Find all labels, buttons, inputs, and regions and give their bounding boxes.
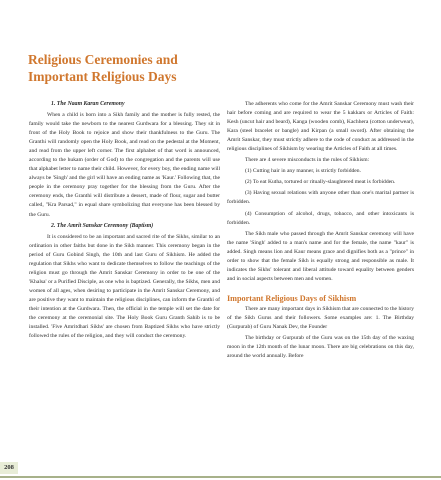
footer-rule — [0, 476, 441, 478]
amrit-sanskar-paragraph: It is considered to be an important and sacred rite of the Sikhs, similar to an ordination in other faiths but done in the Sikh manner. This ceremony began in the period of Guru Gobind Singh, the 10th and last Guru of Sikhism. He added the regulation that Sikhs who want to dedicate themselves to follow the teachings of the religion must go through the Amrit Sanskar Ceremony in order to be one of the 'Khalsa' or a Purified Disciple, as one who is baptized. Generally, the Sikhs, men and women of all ages, when desiring to participate in the Amrit Sanskar Ceremony, and are positive they want to maintain the religious disciplines, can inform the Granthi of their intention at the Gurdwara. Then, the official in the temple will set the date for the ceremony at the ceremonial site. The Holy Book Guru Granth Sahib is to be installed. 'Five Amritdhari Sikhs' are chosen from Baptized Sikhs who have strictly followed the rules of the religion, and they will conduct the ceremony. — [29, 233, 220, 340]
page-number: 208 — [0, 462, 18, 474]
religious-days-paragraph: There are many important days in Sikhism that are connected to the history of the Sikh Gurus and their followers. Some examples are: 1. The Birthday (Gurpurab) of Guru Nanak Dev, the Founder — [227, 305, 414, 330]
amrit-sanskar-heading: 2. The Amrit Sanskar Ceremony (Baptism) — [51, 222, 154, 229]
title-line-1: Religious Ceremonies and — [28, 52, 178, 67]
page-title — [28, 51, 288, 85]
articles-of-faith-paragraph: The adherents who come for the Amrit Sanskar Ceremony must wash their hair before coming and are required to wear the 5 kakkars or Articles of Faith: Kesh (uncut hair and beard), Kanga (wooden comb), Kachhera (cotton underwear), Kara (steel bracelet or bangle) and Kirpan (a small sword). After obtaining the Amrit Sanskar, they must strictly adhere to the code of conduct as addressed in the religious disciplines of Sikhism by wearing the Articles of Faith at all times. — [227, 101, 414, 153]
religious-days-heading: Important Religious Days of Sikhism — [227, 293, 357, 303]
naam-karan-paragraph: When a child is born into a Sikh family and the mother is fully rested, the family would take the newborn to the nearest Gurdwara for a blessing. They sit in front of the Holy Book to rejoice and show their thankfulness to the Guru. The Granthi will randomly open the Holy Book, and read on the pedestal at the Moment, and read from the upper left corner. The first alphabet of that word is announced, according to the hukam (order of God) to the congregation and the parents will use that alphabet letter to name their child. However, for every boy, the ending name will always be 'Singh' and the girl will have an ending name as 'Kaur.' Following that, the people in the ceremony pray together for the blessing from the Guru. After the ceremony ends, the Granthi will distribute a dessert, made of flour, sugar and butter called, "Kra Parsad," in equal share symbolizing that everyone has been blessed by the Guru. — [29, 112, 220, 218]
misconduct-1: (1) Cutting hair in any manner, is strictly forbidden. — [245, 168, 361, 175]
singh-kaur-paragraph: The Sikh male who passed through the Amrit Sanskar ceremony will have the name 'Singh' added to a man's name and for the female, the name "kaur" is added. Singh means lion and Kaur means grace and dignifies both as a "prince" in order to show that the female Sikh is equally strong and responsible as male. It indicates the Sikhs' tolerant and liberal attitude toward equality between genders and in social aspects between men and women. — [227, 230, 414, 282]
left-column — [29, 100, 220, 343]
misconduct-3: (3) Having sexual relations with anyone other than one's marital partner is forbidden. — [227, 190, 414, 206]
gurpurab-paragraph: The birthday or Gurpurab of the Guru was on the 15th day of the waxing moon in the 12th month of the lunar moon. There are big celebrations on this day, around the world annually. Before — [227, 335, 414, 360]
naam-karan-heading: 1. The Naam Karan Ceremony — [51, 101, 125, 107]
misconduct-4: (4) Consumption of alcohol, drugs, tobacco, and other intoxicants is forbidden. — [227, 210, 414, 226]
misconducts-intro: There are 4 severe misconducts in the rules of Sikhism: — [245, 157, 370, 164]
title-line-2: Important Religious Days — [28, 69, 177, 84]
right-column — [227, 100, 414, 363]
misconduct-2: (2) To eat Kutha, tortured or ritually-slaughtered meat is forbidden. — [245, 179, 396, 186]
